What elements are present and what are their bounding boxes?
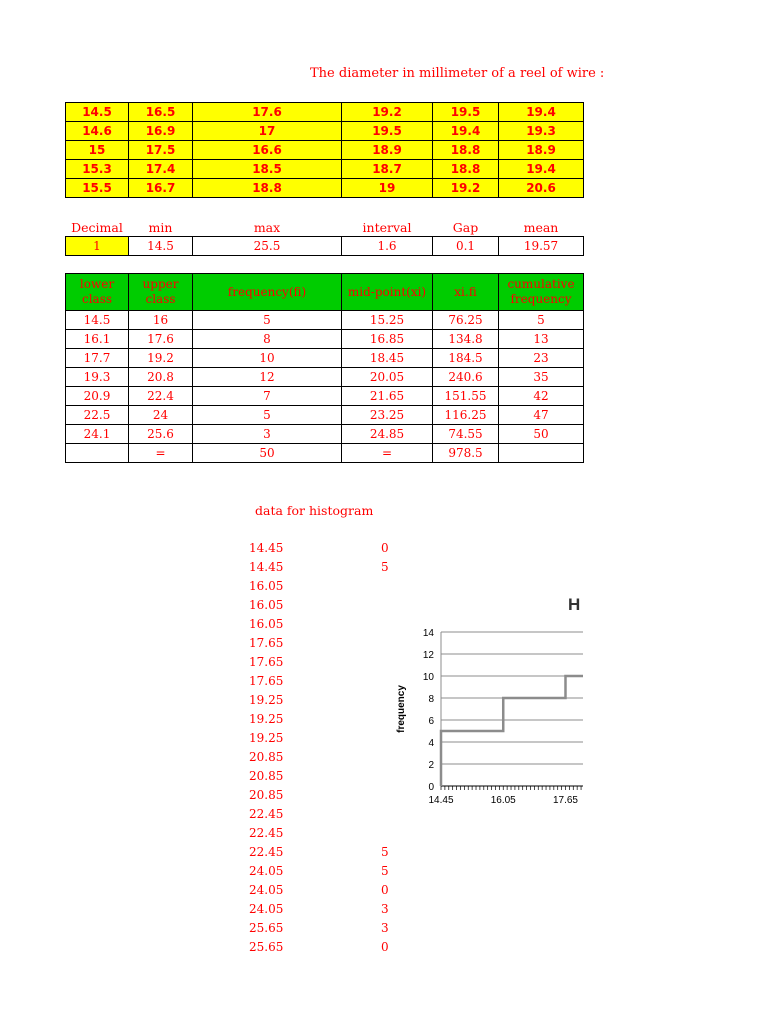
table-cell: 15.25 — [342, 311, 433, 330]
raw-data-cell: 15.5 — [66, 179, 129, 198]
freq-header-row — [66, 274, 584, 311]
raw-data-cell: 15.3 — [66, 160, 129, 179]
histogram-y-value — [381, 691, 389, 710]
y-tick-label: 14 — [422, 628, 434, 639]
raw-data-cell: 16.5 — [129, 103, 193, 122]
table-cell: 50 — [193, 444, 342, 463]
histogram-x-value: 24.05 — [249, 864, 284, 878]
histogram-x-value: 20.85 — [249, 769, 284, 783]
table-cell: 47 — [499, 406, 584, 425]
freq-header: frequency(fi) — [193, 274, 342, 311]
table-row — [66, 311, 584, 330]
histogram-y-value: 0 — [381, 940, 389, 954]
raw-data-row — [66, 160, 584, 179]
raw-data-row — [66, 141, 584, 160]
x-tick-label: 16.05 — [490, 795, 516, 806]
histogram-y-value — [381, 577, 389, 596]
histogram-x-value: 16.05 — [249, 617, 284, 631]
stats-value: 19.57 — [499, 237, 584, 256]
histogram-x-value: 19.25 — [249, 731, 284, 745]
histogram-y-value — [381, 672, 389, 691]
histogram-x-value: 17.65 — [249, 636, 284, 650]
raw-data-cell: 17 — [193, 122, 342, 141]
raw-data-cell: 18.5 — [193, 160, 342, 179]
table-row — [66, 330, 584, 349]
y-tick-label: 8 — [428, 694, 434, 705]
histogram-x-value: 17.65 — [249, 674, 284, 688]
raw-data-cell: 16.6 — [193, 141, 342, 160]
stats-value-row — [66, 237, 584, 256]
freq-header: lower class — [66, 274, 129, 311]
table-cell: = — [342, 444, 433, 463]
table-cell: 5 — [193, 311, 342, 330]
raw-data-row — [66, 103, 584, 122]
table-cell: 134.8 — [433, 330, 499, 349]
histogram-x-value: 14.45 — [249, 560, 284, 574]
histogram-x-value: 22.45 — [249, 807, 284, 821]
raw-data-table — [65, 102, 584, 198]
raw-data-cell: 19.3 — [499, 122, 584, 141]
table-cell — [499, 444, 584, 463]
table-row — [66, 349, 584, 368]
table-cell: 25.6 — [129, 425, 193, 444]
table-cell — [66, 444, 129, 463]
x-tick-label: 17.65 — [552, 795, 579, 806]
raw-data-cell: 18.7 — [342, 160, 433, 179]
y-axis-label: frequency — [396, 685, 407, 733]
table-row — [66, 406, 584, 425]
histogram-x-value: 14.45 — [249, 541, 284, 555]
histogram-x-column — [249, 539, 283, 957]
table-cell: 24 — [129, 406, 193, 425]
raw-data-cell: 18.8 — [433, 160, 499, 179]
table-cell: 19.2 — [129, 349, 193, 368]
y-tick-label: 12 — [422, 650, 434, 661]
table-cell: 22.4 — [129, 387, 193, 406]
table-cell: 35 — [499, 368, 584, 387]
page-title: The diameter in millimeter of a reel of wire : — [310, 66, 605, 81]
table-cell: 24.1 — [66, 425, 129, 444]
table-cell: 16.1 — [66, 330, 129, 349]
histogram-x-value: 24.05 — [249, 883, 284, 897]
stats-value: 1.6 — [342, 237, 433, 256]
freq-header: xi.fi — [433, 274, 499, 311]
histogram-y-value: 3 — [381, 921, 389, 935]
histogram-y-value — [381, 767, 389, 786]
histogram-y-value — [381, 634, 389, 653]
histogram-x-value: 20.85 — [249, 788, 284, 802]
raw-data-cell: 14.5 — [66, 103, 129, 122]
table-cell: 21.65 — [342, 387, 433, 406]
histogram-y-value — [381, 805, 389, 824]
raw-data-cell: 19.2 — [342, 103, 433, 122]
histogram-x-value: 22.45 — [249, 845, 284, 859]
raw-data-cell: 14.6 — [66, 122, 129, 141]
raw-data-cell: 17.6 — [193, 103, 342, 122]
chart-title: H — [568, 595, 581, 614]
table-cell: 17.7 — [66, 349, 129, 368]
table-cell: 50 — [499, 425, 584, 444]
histogram-y-value — [381, 596, 389, 615]
histogram-data-label: data for histogram — [255, 503, 374, 518]
table-cell: 20.8 — [129, 368, 193, 387]
table-row — [66, 387, 584, 406]
histogram-y-value: 0 — [381, 883, 389, 897]
histogram-y-value — [381, 615, 389, 634]
table-cell: 13 — [499, 330, 584, 349]
raw-data-cell: 17.5 — [129, 141, 193, 160]
histogram-x-value: 17.65 — [249, 655, 284, 669]
y-tick-label: 6 — [428, 716, 434, 727]
histogram-y-value — [381, 729, 389, 748]
histogram-y-value: 0 — [381, 541, 389, 555]
table-cell: 3 — [193, 425, 342, 444]
raw-data-cell: 19.4 — [499, 103, 584, 122]
table-cell: 16 — [129, 311, 193, 330]
table-cell: 978.5 — [433, 444, 499, 463]
histogram-y-column — [381, 539, 389, 957]
table-cell: 151.55 — [433, 387, 499, 406]
raw-data-cell: 20.6 — [499, 179, 584, 198]
freq-header: mid-point(xi) — [342, 274, 433, 311]
raw-data-cell: 19 — [342, 179, 433, 198]
table-cell: 18.45 — [342, 349, 433, 368]
table-cell: 116.25 — [433, 406, 499, 425]
histogram-y-value — [381, 653, 389, 672]
histogram-x-value: 22.45 — [249, 826, 284, 840]
raw-data-cell: 16.9 — [129, 122, 193, 141]
histogram-x-value: 20.85 — [249, 750, 284, 764]
histogram-y-value: 5 — [381, 560, 389, 574]
stats-header: max — [253, 220, 281, 235]
raw-data-cell: 18.8 — [433, 141, 499, 160]
table-cell: 5 — [193, 406, 342, 425]
y-tick-label: 4 — [428, 738, 434, 749]
x-tick-label: 14.45 — [428, 795, 454, 806]
table-row — [66, 444, 584, 463]
stats-header: Gap — [452, 220, 479, 235]
histogram-x-value: 19.25 — [249, 712, 284, 726]
table-cell: 10 — [193, 349, 342, 368]
table-cell: 76.25 — [433, 311, 499, 330]
y-tick-label: 10 — [422, 672, 434, 683]
histogram-y-value — [381, 786, 389, 805]
histogram-y-value: 3 — [381, 902, 389, 916]
y-tick-label: 2 — [428, 760, 434, 771]
histogram-y-value: 5 — [381, 845, 389, 859]
stats-table — [65, 216, 584, 256]
stats-header: mean — [523, 220, 559, 235]
raw-data-cell: 18.9 — [342, 141, 433, 160]
raw-data-cell: 19.5 — [342, 122, 433, 141]
table-cell: 42 — [499, 387, 584, 406]
table-row — [66, 368, 584, 387]
histogram-y-value — [381, 824, 389, 843]
freq-header: cumulative frequency — [499, 274, 584, 311]
stats-value: 25.5 — [193, 237, 342, 256]
table-cell: 240.6 — [433, 368, 499, 387]
histogram-y-value: 5 — [381, 864, 389, 878]
raw-data-cell: 18.8 — [193, 179, 342, 198]
histogram-x-value: 25.65 — [249, 921, 284, 935]
stats-value: 0.1 — [433, 237, 499, 256]
raw-data-cell: 19.4 — [433, 122, 499, 141]
stats-header: Decimal — [71, 220, 123, 235]
table-cell: 14.5 — [66, 311, 129, 330]
table-cell: 8 — [193, 330, 342, 349]
raw-data-cell: 16.7 — [129, 179, 193, 198]
y-tick-label: 0 — [428, 782, 434, 793]
table-cell: = — [129, 444, 193, 463]
table-cell: 7 — [193, 387, 342, 406]
table-cell: 23.25 — [342, 406, 433, 425]
raw-data-cell: 17.4 — [129, 160, 193, 179]
table-cell: 184.5 — [433, 349, 499, 368]
raw-data-row — [66, 179, 584, 198]
histogram-y-value — [381, 748, 389, 767]
freq-header: upper class — [129, 274, 193, 311]
raw-data-cell: 19.2 — [433, 179, 499, 198]
histogram-x-value: 24.05 — [249, 902, 284, 916]
stats-header: interval — [362, 220, 412, 235]
raw-data-cell: 19.4 — [499, 160, 584, 179]
table-cell: 20.9 — [66, 387, 129, 406]
table-cell: 19.3 — [66, 368, 129, 387]
stats-value: 14.5 — [129, 237, 193, 256]
stats-value: 1 — [66, 237, 129, 256]
histogram-x-value: 19.25 — [249, 693, 284, 707]
raw-data-cell: 15 — [66, 141, 129, 160]
table-cell: 12 — [193, 368, 342, 387]
table-cell: 22.5 — [66, 406, 129, 425]
table-cell: 23 — [499, 349, 584, 368]
histogram-y-value — [381, 710, 389, 729]
table-cell: 17.6 — [129, 330, 193, 349]
histogram-series-line — [441, 676, 583, 786]
histogram-x-value: 16.05 — [249, 598, 284, 612]
stats-header: min — [148, 220, 173, 235]
table-cell: 5 — [499, 311, 584, 330]
raw-data-cell: 18.9 — [499, 141, 584, 160]
raw-data-row — [66, 122, 584, 141]
stats-header-row — [66, 216, 584, 237]
table-row — [66, 425, 584, 444]
table-cell: 20.05 — [342, 368, 433, 387]
table-cell: 74.55 — [433, 425, 499, 444]
table-cell: 16.85 — [342, 330, 433, 349]
histogram-x-value: 16.05 — [249, 579, 284, 593]
histogram-chart — [390, 590, 583, 820]
table-cell: 24.85 — [342, 425, 433, 444]
histogram-x-value: 25.65 — [249, 940, 284, 954]
raw-data-cell: 19.5 — [433, 103, 499, 122]
frequency-table — [65, 273, 584, 463]
